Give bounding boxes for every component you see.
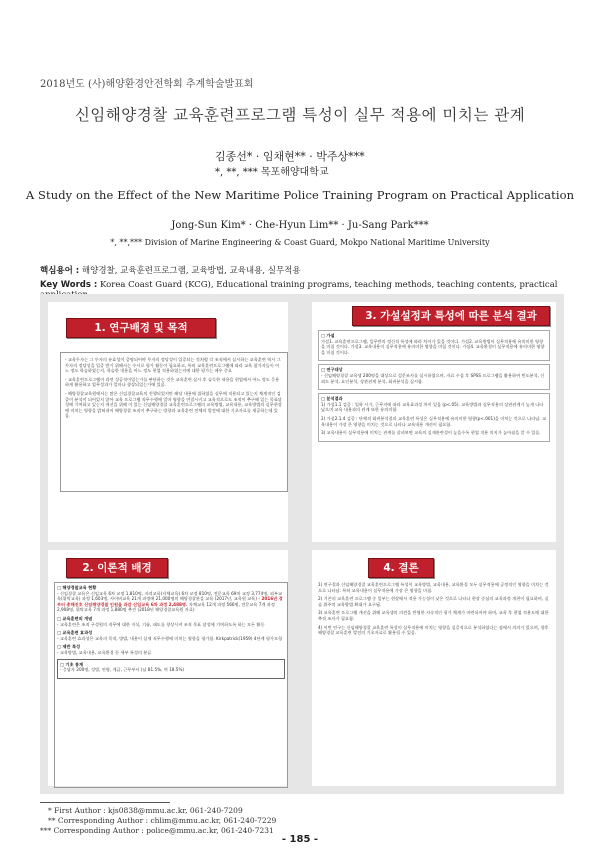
footnote-divider bbox=[40, 802, 170, 803]
footnote-corresponding-author: *** Corresponding Author : police@mmu.ac.kr, 061-240-7231 bbox=[40, 826, 274, 835]
section-4-para: 1) 연구결과 신임해양경찰 교육훈련프로그램 특성이 교육방법, 교육내용, 교육환경 모두 실무적용에 긍정적인 영향을 미치는 것으로 나타남. 특히 교육내용이 실무적용에 가장 큰 영향을 미침. bbox=[318, 582, 549, 593]
result-box bbox=[318, 393, 550, 442]
affiliation-english: *, **,*** Division of Marine Engineering & Coast Guard, Mokpo National Maritime University bbox=[110, 238, 490, 247]
section-2-para bbox=[57, 591, 285, 613]
panel-conclusion bbox=[312, 550, 556, 786]
authors-korean: 김종선* · 임채현** · 박주상*** bbox=[215, 150, 365, 163]
section-2-para: - 응답자 200명, 성별, 연령, 계급, 근무부서 (남 81.5%, 여 18.5%) bbox=[60, 667, 185, 673]
section-3-subhead: □ 분석결과 bbox=[321, 396, 343, 402]
section-3-subhead: □ 연구대상 bbox=[321, 367, 343, 373]
section-3-header: 3. 가설설정과 특성에 따른 분석 결과 bbox=[352, 306, 550, 326]
authors-english: Jong-Sun Kim* · Che-Hyun Lim** · Ju-Sang Park*** bbox=[171, 220, 429, 231]
title-korean: 신임해양경찰 교육훈련프로그램 특성이 실무 적용에 미치는 관계 bbox=[74, 106, 526, 124]
hypothesis-box bbox=[318, 330, 550, 361]
title-english: A Study on the Effect of the New Maritime Police Training Program on Practical Application bbox=[25, 188, 575, 202]
section-3-para: - 신임해양경찰 교육생 200명을 대상으로 설문조사를 실시하였으며, 자료 수집 후 SPSS 프로그램을 활용하여 빈도분석, 신뢰도 분석, 요인분석, 상관관계 분석, 회귀분석을 실시함. bbox=[321, 372, 545, 384]
section-4-body bbox=[318, 582, 550, 782]
subject-box bbox=[318, 364, 550, 390]
section-2-highlight: - 2016년 경부터 총해진호 신임해양경찰 인원을 과감 신입교육 6차 과정 2,488명. bbox=[57, 596, 283, 607]
keywords-korean-text: 해양경찰, 교육훈련프로그램, 교육방법, 교육내용, 실무적용 bbox=[81, 266, 301, 276]
footnote-first-author: * First Author : kjs0838@mmu.ac.kr, 061-240-7209 bbox=[48, 806, 243, 815]
section-2-header: 2. 이론적 배경 bbox=[66, 558, 168, 578]
panel-background bbox=[48, 302, 288, 542]
keywords-korean-label: 핵심용어 : bbox=[40, 266, 80, 276]
section-2-subhead: □ 교육훈련의 개념 bbox=[57, 615, 93, 621]
panel-theory bbox=[48, 550, 288, 786]
affiliation-korean: *, **, *** 목포해양대학교 bbox=[215, 167, 329, 178]
section-2-text: 자체교육 12개 과정 566명, 전문교육 7개 과정 2,908명, 위탁교육 7개 과정 1,880명 추진 (2018년 해양경찰교육원 자료) bbox=[57, 601, 275, 613]
section-3-body bbox=[318, 330, 550, 536]
section-2-subhead: □ 기초 통계 bbox=[60, 661, 84, 667]
section-2-para: - 교육훈련 효과성은 교육의 목적, 방법, 내용이 실제 직무수행에 미치는 영향을 평가함. Kirkpatrick(1959) 4단계 평가모형 bbox=[57, 635, 283, 641]
section-3-para: 2) 가설2.1.4 검증 : 단체적 회귀분석결과 교육훈련 특성은 실무적용에 유의미한 영향(p<.001)을 미치는 것으로 나타남. 교육내용이 가장 큰 영향을 미치는 것으로 나타나 교육내용 개선이 필요함. bbox=[321, 415, 546, 427]
panel-hypothesis bbox=[312, 302, 556, 542]
section-2-para: - 교육훈련은 조직 구성원의 직무에 대한 지식, 기술, 태도를 향상시켜 조직 목표 달성에 기여하도록 하는 모든 활동 bbox=[57, 621, 265, 627]
section-2-subhead: □ 교육훈련 효과성 bbox=[57, 630, 93, 636]
section-4-para: 4) 이번 연구는 신임해양경찰 교육훈련 특성이 실무적용에 미치는 영향을 실증적으로 분석하였다는 점에서 의의가 있으며, 향후 해양경찰 교육훈련 발전의 기초자료로 활용될 수 있음. bbox=[318, 624, 549, 636]
section-1-header: 1. 연구배경 및 목적 bbox=[66, 318, 216, 338]
section-1-para: - 교육투자는 그 투자의 유효성이 증명되어야 투자의 정당성이 입증되는 것처럼 각 조직에서 실시하는 교육훈련 역시 그 투자의 정당성을 입증 받기 위해서는 수시로 평가 활동이 필요하고, 특히 교육훈련프로그램에 따라 교육 참가자들이 어느 정도 학습하였는지, 학습한 내용을 어느 정도 현업 적용하였는지에 대한 평가는 매우 중요 bbox=[65, 357, 281, 374]
section-2-para: - 교육방법, 교육내용, 교육환경 등 세부 특성의 분류 bbox=[57, 649, 152, 655]
section-3-para: 가설1. 교육훈련프로그램, 일무반의 정신적 특성에 따라 차이가 있을 것이다. 가설2. 교육방법이 실무적용에 유의미한 영향을 미칠 것이다. 가설3. 교육내용이 실무적용에 유의미한 영향을 미칠 것이다. 가설4. 교육환경이 실무적용에 유의미한 영향을 미칠 것이다. bbox=[321, 338, 545, 355]
poster bbox=[40, 294, 564, 794]
section-3-para: 1) 가설1.1 검증 : 입학 시기, 근무지에 따라 교육효과성 차이 있음 (p<.05). 교육방법과 실무적용의 상관관계가 높게 나타났으며 교육 내용과의 관계 또한 유의미함. bbox=[321, 401, 544, 413]
footnote-corresponding-author: ** Corresponding Author : chlim@mmu.ac.kr, 061-240-7229 bbox=[48, 816, 277, 825]
conference-name: 2018년도 (사)해양환경안전학회 추계학술발표회 bbox=[40, 79, 254, 90]
section-2-body bbox=[54, 582, 288, 788]
keywords-english-label: Key Words : bbox=[40, 280, 98, 290]
section-1-para: - 해양경찰교육원에서는 많은 신임경찰교육의 진행되었지만 해당 내용에 접하였을 실무에 적용되고 있는지 체계적인 검증이 분석이 되어있지 않아 교육 프로그램 직무수행에 얼마 영향을 연결시키고 교육적으로도 조직이 추구해 있는 목표달성에 기여하고 있는지 개선을 위해 이 있는 신임해양경찰 교육훈련프로그램의 교육방법, 교육내용, 교육방법의 실무현장에 미치는 영향을 밝혀내어 해양경찰 조직이 추구하는 방향과 교육훈련 전체의 발전에 대한 기초자료를 제공하는데 있음. bbox=[65, 390, 282, 419]
section-4-para: 2) 기존의 교육훈련 프로그램 중 일부는 현장에서 적용 가능성이 낮은 것으로 나타나 현장 중심의 교육과정 개편이 필요하며, 실습 위주의 교육방법 확대가 요구됨. bbox=[318, 596, 549, 607]
keywords-korean bbox=[40, 264, 301, 276]
section-4-header: 4. 결론 bbox=[368, 558, 434, 578]
keywords-english-text: Korea Coast Guard (KCG), Educational training programs, teaching methods, teaching contents, practical bbox=[100, 280, 558, 290]
section-1-body bbox=[60, 352, 288, 492]
stats-box bbox=[57, 659, 285, 679]
page-number: - 185 - bbox=[281, 834, 319, 845]
section-2-subhead: □ 제반 특성 bbox=[57, 644, 81, 650]
section-2-text: - 신임경찰 교육은 신임교육 6차 교정 1,810명, 자격교육(자체교육) 6차 교정 810명, 전문교육 69차 교정 3,774명, 외부교육(위탁교육) 과정 1,603명, 사이버교육 21개 과정에 21,000명의 해양경찰관을 교육 (2017년, 교육원 교육) bbox=[57, 590, 283, 602]
section-2-subhead: □ 해양경찰교육 현황 bbox=[57, 585, 97, 590]
section-3-subhead: □ 가설 bbox=[321, 333, 335, 338]
section-1-para: - 교육훈련프로그램이 과연 성공적이었는가를 판단하는 것은 교육훈련 실시 후 습득한 내용을 현업에서 어느 정도 응용하게 활용하고 업무성과가 얼마나 향상되었는가에 있음. bbox=[65, 376, 280, 388]
section-3-para: 3) 교육내용이 실무적용에 미치는 관계를 살펴보면 교육의 실제관련성이 높을수록 현업 적용 의지가 높아짐을 알 수 있음. bbox=[321, 430, 541, 436]
section-4-para: 3) 교육훈련 프로그램 개선을 위해 교육생의 의견을 반영한 지속적인 평가 체계가 마련되어야 하며, 교육 후 현업 적용도에 대한 추적 조사가 필요함. bbox=[318, 610, 549, 621]
